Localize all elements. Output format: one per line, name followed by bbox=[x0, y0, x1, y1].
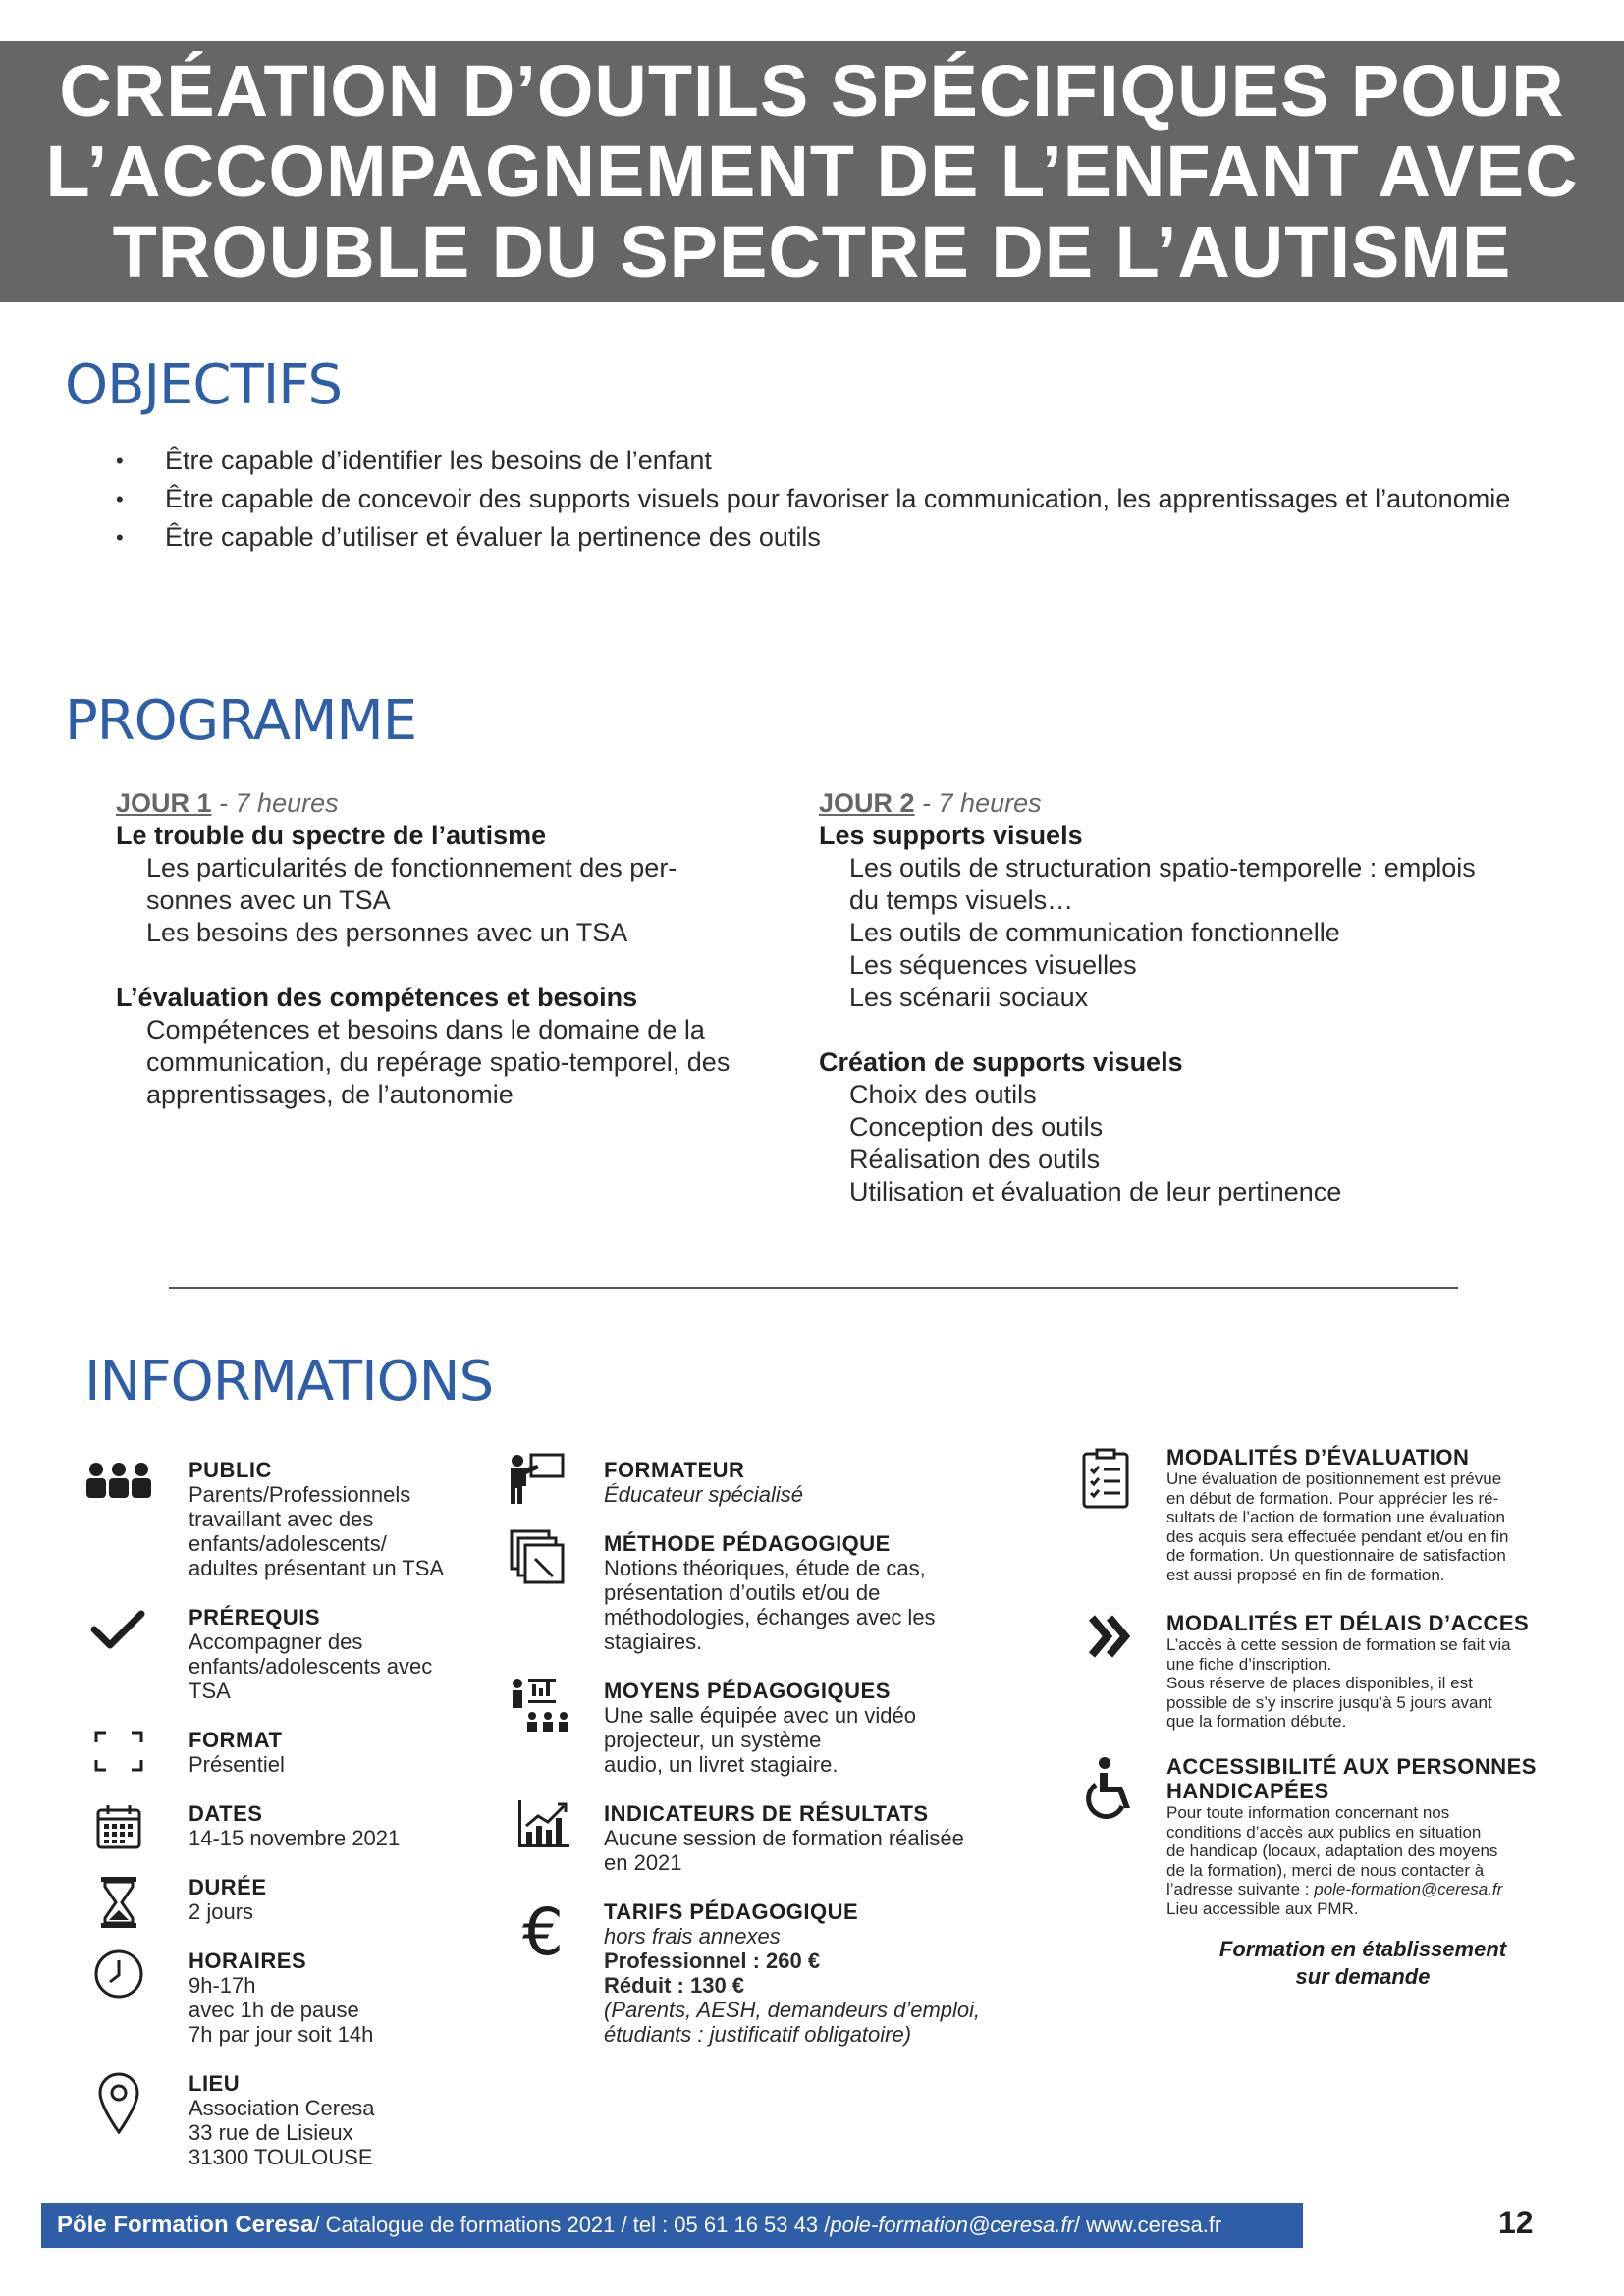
acces-text: L’accès à cette session de formation se fait via une fiche d’inscription. Sous réserve de places disponibles, il est possible de s’y inscrire jusqu’à 5 jours avant que la formation débute. bbox=[1166, 1635, 1511, 1731]
moyens-text: Une salle équipée avec un vidéo projecteur, un système audio, un livret stagiaire. bbox=[604, 1703, 917, 1777]
formateur-text: Éducateur spécialisé bbox=[604, 1482, 804, 1507]
section-divider bbox=[169, 1287, 1458, 1289]
format-text: Présentiel bbox=[189, 1752, 285, 1777]
list-item: du temps visuels… bbox=[849, 885, 1074, 915]
tarifs-title: TARIFS PÉDAGOGIQUE bbox=[604, 1899, 859, 1924]
page-number: 12 bbox=[1498, 2205, 1534, 2240]
list-item: • Être capable de concevoir des supports visuels pour favoriser la communication, les apprentissages et l’autonomie bbox=[116, 484, 1511, 513]
hourglass-icon bbox=[98, 1877, 139, 1928]
contact-email[interactable]: pole-formation@ceresa.fr bbox=[1314, 1880, 1503, 1898]
programme-jour-2 bbox=[819, 787, 1565, 1208]
programme-jour-1 bbox=[116, 787, 793, 1111]
section-title: L’évaluation des compétences et besoins bbox=[116, 983, 638, 1012]
lieu-title: LIEU bbox=[189, 2071, 241, 2096]
methode-title: MÉTHODE PÉDAGOGIQUE bbox=[604, 1531, 891, 1556]
duree-text: 2 jours bbox=[189, 1899, 254, 1924]
title-line-2: L’ACCOMPAGNEMENT DE L’ENFANT AVEC bbox=[45, 131, 1579, 212]
indicateurs-text: Aucune session de formation réalisée en 2021 bbox=[604, 1826, 964, 1875]
duree-title: DURÉE bbox=[189, 1875, 267, 1899]
location-pin-icon bbox=[96, 2071, 141, 2134]
horaires-title: HORAIRES bbox=[189, 1949, 307, 1973]
evaluation-text: Une évaluation de positionnement est prévue en début de formation. Pour apprécier les ré- sultats de l’action de formation une évaluation des acquis sera effectuée pendant et/ou en fin de formation. Un questionnaire de satisfaction est aussi proposé en fin de formation. bbox=[1166, 1469, 1509, 1584]
accessibilite-text: Pour toute information concernant nos conditions d’accès aux publics en situation de handicap (locaux, adaptation des moyens de la formation), merci de nous contacter à l’adresse suivante : pole-formation@ceresa.fr Lieu accessible aux PMR. bbox=[1166, 1803, 1503, 1918]
teacher-icon bbox=[507, 1453, 566, 1506]
section-title: Création de supports visuels bbox=[819, 1047, 1183, 1077]
check-icon bbox=[90, 1608, 145, 1651]
list-item: apprentissages, de l’autonomie bbox=[146, 1080, 514, 1109]
format-title: FORMAT bbox=[189, 1728, 283, 1752]
programme-heading: PROGRAMME bbox=[65, 689, 417, 753]
list-item: sonnes avec un TSA bbox=[146, 885, 391, 915]
chart-icon bbox=[516, 1800, 571, 1849]
tarifs-text: hors frais annexes Professionnel : 260 € Réduit : 130 € (Parents, AESH, demandeurs d’emploi, étudiants : justificatif obligatoire) bbox=[604, 1924, 981, 2047]
section-title: Le trouble du spectre de l’autisme bbox=[116, 821, 547, 850]
title-banner bbox=[0, 41, 1624, 302]
list-item: Les besoins des personnes avec un TSA bbox=[146, 918, 628, 947]
double-chevron-icon bbox=[1088, 1614, 1133, 1659]
methode-text: Notions théoriques, étude de cas, présentation d’outils et/ou de méthodologies, échanges avec les stagiaires. bbox=[604, 1556, 936, 1654]
documents-icon bbox=[509, 1529, 568, 1586]
list-item: Les outils de communication fonctionnelle bbox=[849, 918, 1340, 947]
group-icon bbox=[84, 1459, 153, 1502]
title-line-3: TROUBLE DU SPECTRE DE L’AUTISME bbox=[112, 211, 1512, 293]
footer-bar bbox=[41, 2203, 1303, 2248]
footer-info: / Catalogue de formations 2021 / tel : 05 61 16 53 43 / bbox=[313, 2213, 831, 2237]
prerequis-text: Accompagner des enfants/adolescents avec TSA bbox=[189, 1629, 433, 1703]
objectifs-heading: OBJECTIFS bbox=[65, 353, 342, 417]
list-item: Conception des outils bbox=[849, 1112, 1104, 1142]
list-item: Les particularités de fonctionnement des per- bbox=[146, 853, 677, 882]
footer-email[interactable]: pole-formation@ceresa.fr bbox=[830, 2213, 1074, 2237]
list-item: • Être capable d’identifier les besoins de l’enfant bbox=[116, 446, 712, 475]
evaluation-title: MODALITÉS D’ÉVALUATION bbox=[1166, 1445, 1470, 1469]
list-item: Les outils de structuration spatio-temporelle : emplois bbox=[849, 853, 1476, 882]
footer-org: Pôle Formation Ceresa bbox=[57, 2212, 314, 2238]
clock-icon bbox=[92, 1948, 145, 2001]
list-item: Choix des outils bbox=[849, 1080, 1037, 1109]
etablissement-note: Formation en établissement sur demande bbox=[1218, 1937, 1507, 1989]
moyens-title: MOYENS PÉDAGOGIQUES bbox=[604, 1679, 891, 1703]
formateur-title: FORMATEUR bbox=[604, 1458, 745, 1482]
horaires-text: 9h-17h avec 1h de pause 7h par jour soit 14h bbox=[189, 1973, 374, 2047]
section-title: Les supports visuels bbox=[819, 821, 1083, 850]
objectifs-list bbox=[116, 442, 1549, 557]
prerequis-title: PRÉREQUIS bbox=[189, 1605, 321, 1629]
list-item: communication, du repérage spatio-temporel, des bbox=[146, 1047, 731, 1077]
euro-icon: € bbox=[522, 1895, 564, 1970]
checklist-icon bbox=[1080, 1447, 1131, 1510]
presentation-icon bbox=[511, 1677, 571, 1735]
public-title: PUBLIC bbox=[189, 1458, 272, 1482]
public-text: Parents/Professionnels travaillant avec des enfants/adolescents/ adultes présentant un TSA bbox=[189, 1482, 445, 1580]
list-item: Les scénarii sociaux bbox=[849, 983, 1089, 1012]
dates-text: 14-15 novembre 2021 bbox=[189, 1826, 401, 1850]
accessibilite-title: ACCESSIBILITÉ AUX PERSONNES HANDICAPÉES bbox=[1166, 1754, 1537, 1803]
day-label: JOUR 1 - 7 heures bbox=[116, 788, 339, 818]
title-line-1: CRÉATION D’OUTILS SPÉCIFIQUES POUR bbox=[59, 50, 1565, 132]
indicateurs-title: INDICATEURS DE RÉSULTATS bbox=[604, 1801, 929, 1826]
list-item: Les séquences visuelles bbox=[849, 950, 1137, 980]
list-item: Réalisation des outils bbox=[849, 1145, 1101, 1174]
dates-title: DATES bbox=[189, 1801, 263, 1826]
list-item: Utilisation et évaluation de leur pertinence bbox=[849, 1177, 1342, 1206]
lieu-text: Association Ceresa 33 rue de Lisieux 31300 TOULOUSE bbox=[189, 2096, 375, 2169]
day-label: JOUR 2 - 7 heures bbox=[819, 788, 1042, 818]
acces-title: MODALITÉS ET DÉLAIS D’ACCES bbox=[1166, 1611, 1530, 1635]
list-item: Compétences et besoins dans le domaine de la bbox=[146, 1015, 705, 1044]
informations-heading: INFORMATIONS bbox=[84, 1350, 494, 1414]
list-item: • Être capable d’utiliser et évaluer la pertinence des outils bbox=[116, 522, 821, 552]
frame-icon bbox=[94, 1730, 143, 1773]
wheelchair-icon bbox=[1082, 1757, 1141, 1822]
footer-website[interactable]: / www.ceresa.fr bbox=[1073, 2213, 1222, 2237]
calendar-icon bbox=[94, 1802, 143, 1851]
